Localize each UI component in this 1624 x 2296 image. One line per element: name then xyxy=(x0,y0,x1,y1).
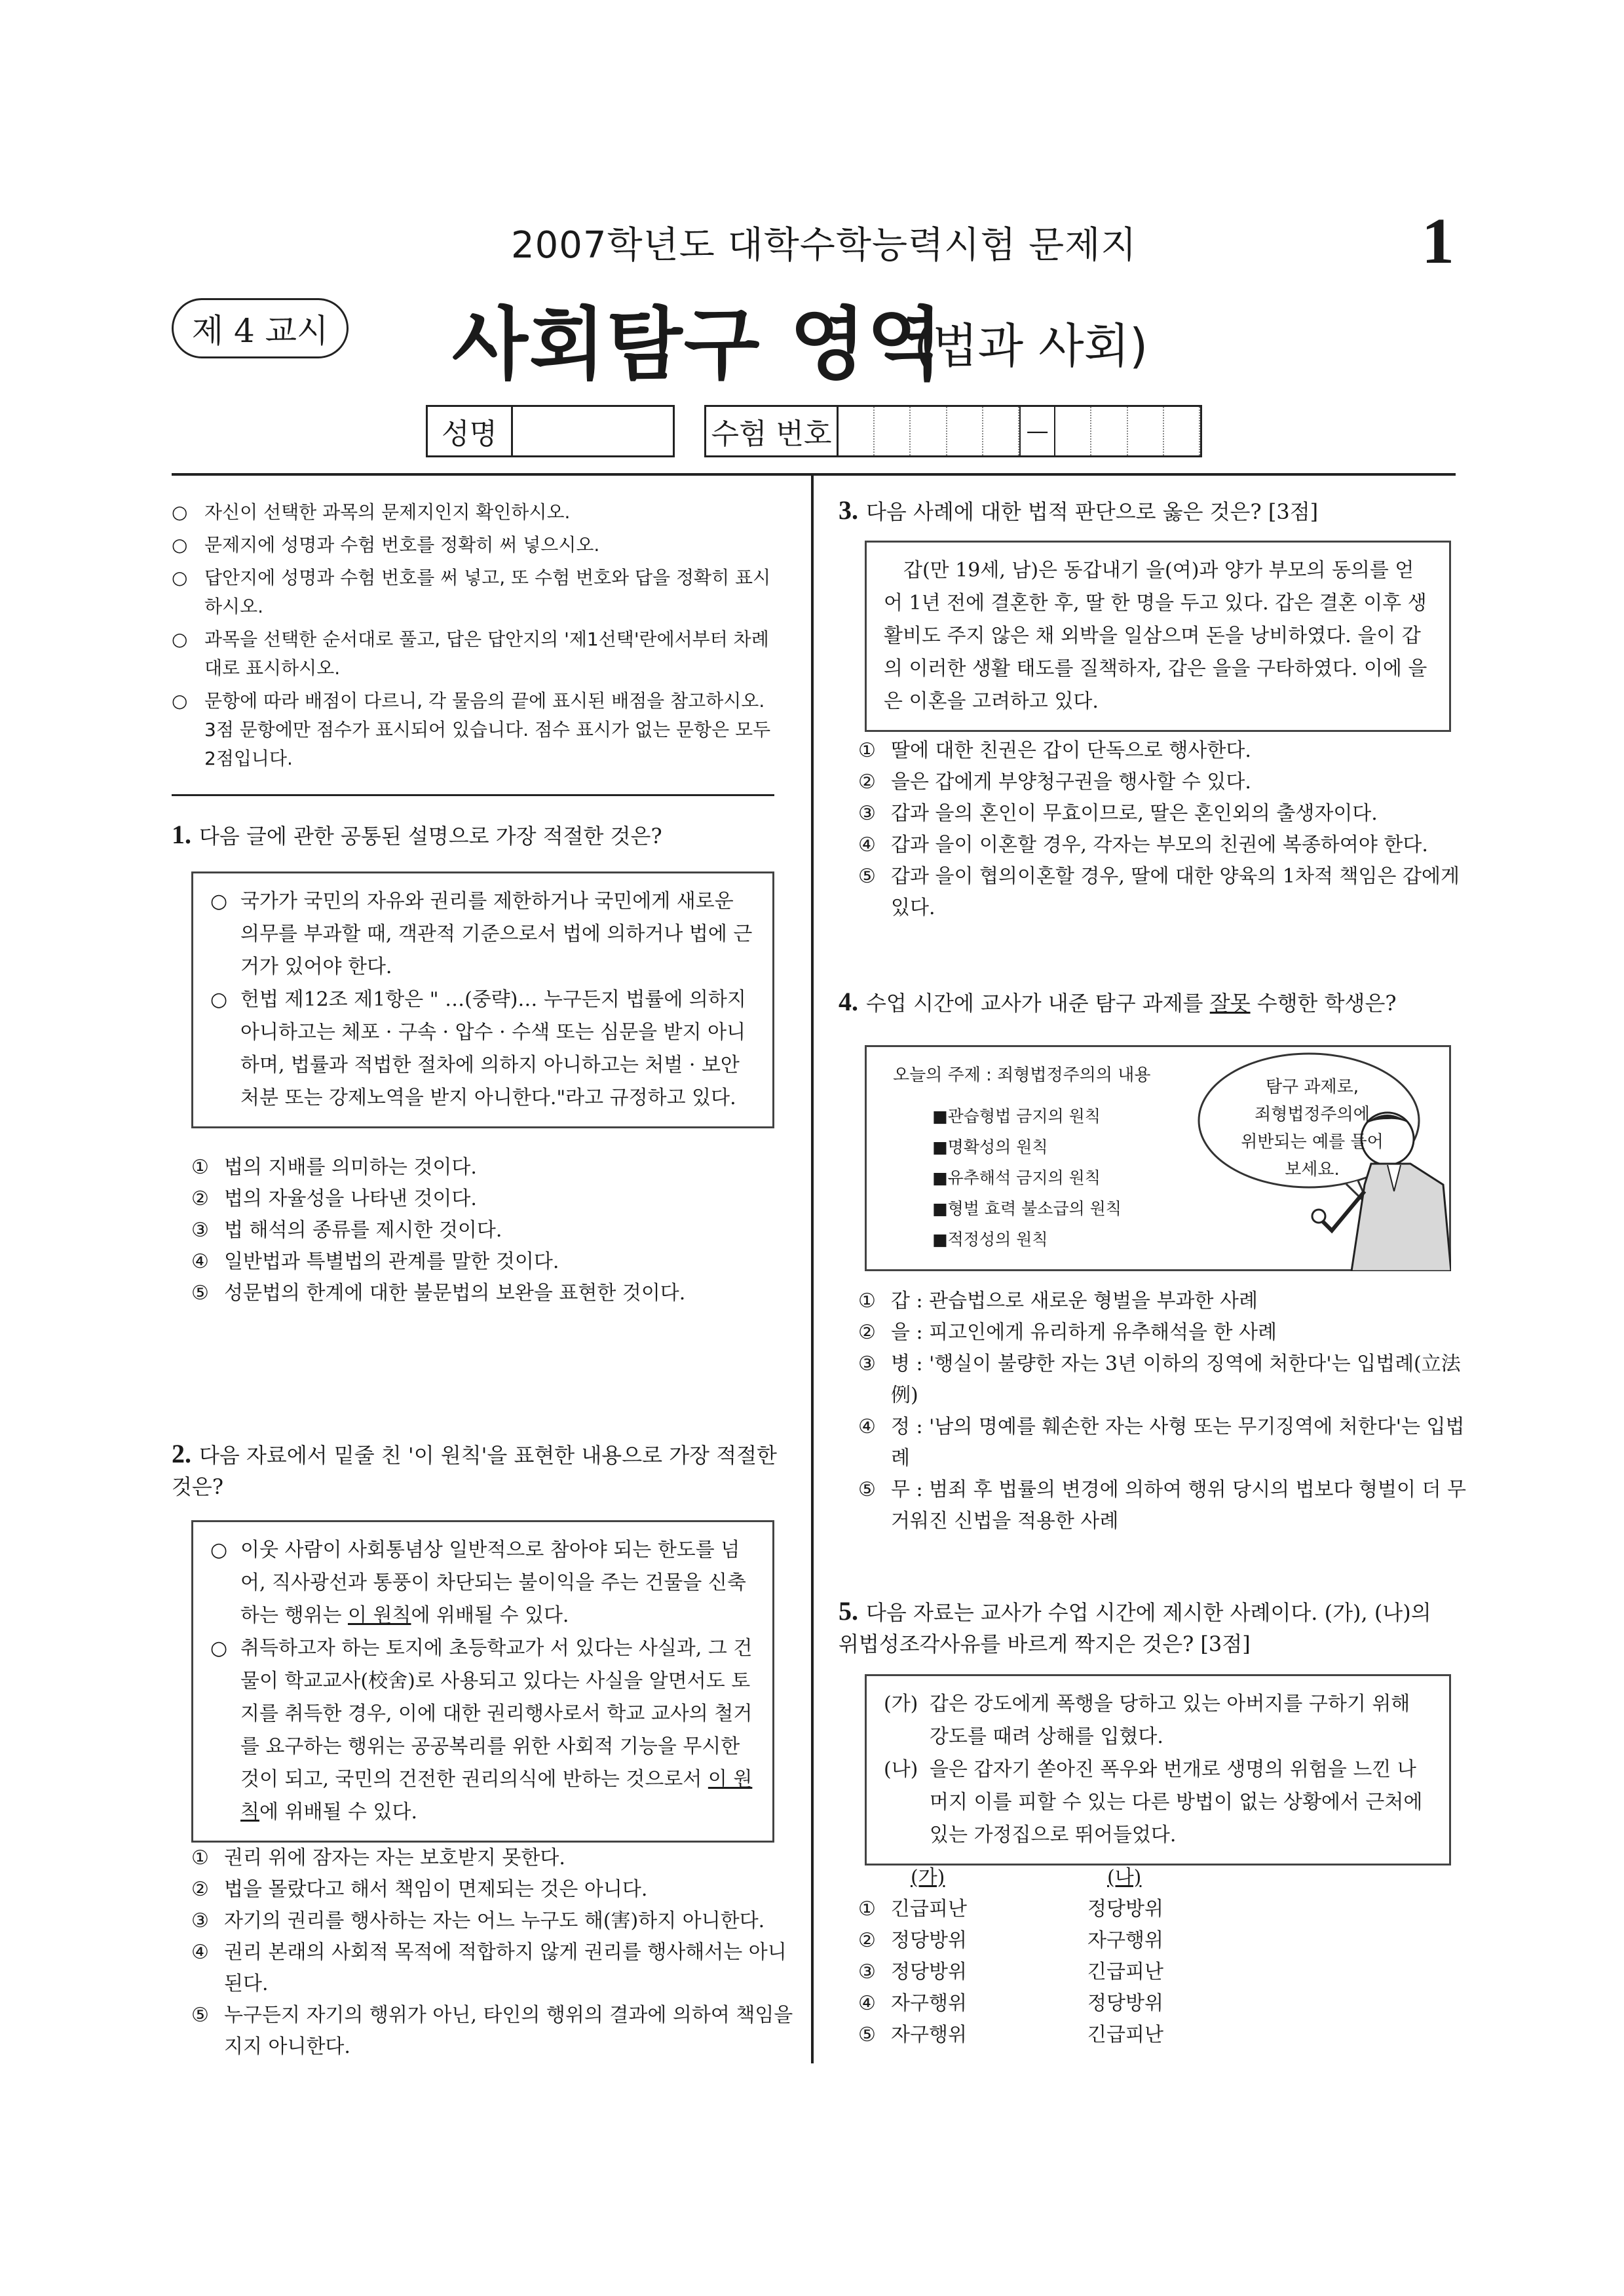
answer-option[interactable]: ⑤ 무 : 범죄 후 법률의 변경에 의하여 행위 당시의 법보다 형벌이 더 무거워진 신법을 적용한 사례 xyxy=(858,1478,1467,1533)
answer-option[interactable]: ④ 권리 본래의 사회적 목적에 적합하지 않게 권리를 행사해서는 아니된다. xyxy=(191,1941,787,1995)
number-cell[interactable] xyxy=(1128,407,1164,455)
answer-option[interactable]: ① 권리 위에 잠자는 자는 보호받지 못한다. xyxy=(191,1846,565,1869)
subject-subtitle: (법과 사회) xyxy=(914,318,1148,373)
answer-option[interactable]: ④ 갑과 을이 이혼할 경우, 각자는 부모의 친권에 복종하여야 한다. xyxy=(858,833,1428,856)
instructions xyxy=(172,498,774,777)
question-number: 1. xyxy=(172,820,191,849)
instruction-item: ○ 자신이 선택한 과목의 문제지인지 확인하시오. xyxy=(172,501,571,523)
column-divider xyxy=(811,476,814,2063)
answer-option[interactable]: ④ 정 : '남의 명예를 훼손한 자는 사형 또는 무기징역에 처한다'는 입법례 xyxy=(858,1415,1465,1470)
answer-option[interactable]: ① 긴급피난 정당방위 xyxy=(858,1898,1163,1921)
number-dash: — xyxy=(1019,407,1055,455)
answer-option[interactable]: ② 법을 몰랐다고 해서 책임이 면제되는 것은 아니다. xyxy=(191,1878,648,1901)
question-1-stem: 1. 다음 글에 관한 공통된 설명으로 가장 적절한 것은? xyxy=(172,820,662,849)
question-1-options xyxy=(191,1152,781,1309)
answer-option[interactable]: ⑤ 누구든지 자기의 행위가 아닌, 타인의 행위의 결과에 의하여 책임을 지지 아니한다. xyxy=(191,2004,793,2058)
number-cell[interactable] xyxy=(983,407,1019,455)
period-badge xyxy=(172,298,349,358)
answer-option[interactable]: ③ 병 : '행실이 불량한 자는 3년 이하의 징역에 처한다'는 입법례(立法例) xyxy=(858,1352,1461,1407)
answer-option[interactable]: ⑤ 성문법의 한계에 대한 불문법의 보완을 표현한 것이다. xyxy=(191,1282,686,1305)
answer-option[interactable]: ⑤ 자구행위 긴급피난 xyxy=(858,2023,1163,2046)
number-cell[interactable] xyxy=(911,407,947,455)
instruction-item: ○ 과목을 선택한 순서대로 풀고, 답은 답안지의 '제1선택'란에서부터 차례대로 표시하시오. xyxy=(172,628,769,679)
question-5-passage: (가) 갑은 강도에게 폭행을 당하고 있는 아버지를 구하기 위해 강도를 때려 상해를 입혔다. (나) 을은 갑자기 쏟아진 폭우와 번개로 생명의 위험을 느낀 나머지 이를 피할 수 있는 다른 방법이 없는 상황에서 근처에 있는 가정집으로 뛰어들었다. xyxy=(865,1674,1451,1866)
instruction-item: ○ 문제지에 성명과 수험 번호를 정확히 써 넣으시오. xyxy=(172,534,600,556)
answer-option[interactable]: ② 을은 갑에게 부양청구권을 행사할 수 있다. xyxy=(858,771,1251,794)
number-cell[interactable] xyxy=(1055,407,1091,455)
pair-header: (가) (나) xyxy=(911,1866,1142,1889)
question-3-passage: 갑(만 19세, 남)은 동갑내기 을(여)과 양가 부모의 동의를 얻어 1년 전에 결혼한 후, 딸 한 명을 두고 있다. 갑은 결혼 이후 생활비도 주지 않은 채 외박을 일삼으며 돈을 낭비하였다. 을이 갑의 이러한 생활 태도를 질책하자, 갑은 을을 구타하였다. 이에 을은 이혼을 고려하고 있다. xyxy=(865,541,1451,732)
answer-option[interactable]: ③ 법 해석의 종류를 제시한 것이다. xyxy=(191,1219,502,1242)
question-4-options xyxy=(858,1286,1467,1537)
speech-bubble-text: 탐구 과제로, 죄형법정주의에 위반되는 예를 들어 보세요. xyxy=(1241,1077,1384,1179)
question-number: 2. xyxy=(172,1439,191,1468)
question-2-passage: ○ 이웃 사람이 사회통념상 일반적으로 참아야 되는 한도를 넘어, 직사광선과 통풍이 차단되는 불이익을 주는 건물을 신축하는 행위는 이 원칙에 위배될 수 있다. ○ 취득하고자 하는 토지에 초등학교가 서 있다는 사실과, 그 건물이 학교교사(校舍)로 사용되고 있다는 사실을 알면서도 토지를 취득한 경우, 이에 대한 권리행사로서 학교 교사의 철거를 요구하는 행위는 공공복리를 위한 사회적 기능을 무시한 것이 되고, 국민의 건전한 권리의식에 반하는 것으로서 이 원칙에 위배될 수 있다. xyxy=(191,1520,774,1843)
principle-item: ■명확성의 원칙 xyxy=(932,1138,1048,1157)
question-1-passage: ○ 국가가 국민의 자유와 권리를 제한하거나 국민에게 새로운 의무를 부과할 때, 객관적 기준으로서 법에 의하거나 법에 근거가 있어야 한다. ○ 헌법 제12조 제1항은 " …(중략)… 누구든지 법률에 의하지 아니하고는 체포 · 구속 · 압수 · 수색 또는 심문을 받지 아니하며, 법률과 적법한 절차에 의하지 아니하고는 처벌 · 보안처분 또는 강제노역을 받지 아니한다."라고 규정하고 있다. xyxy=(191,871,774,1128)
answer-option[interactable]: ③ 정당방위 긴급피난 xyxy=(858,1961,1163,1983)
exam-number-label: 수험 번호 xyxy=(706,407,839,455)
answer-option[interactable]: ④ 자구행위 정당방위 xyxy=(858,1992,1163,2015)
answer-option[interactable]: ② 을 : 피고인에게 유리하게 유추해석을 한 사례 xyxy=(858,1321,1277,1344)
name-label: 성명 xyxy=(428,407,513,455)
answer-option[interactable]: ③ 자기의 권리를 행사하는 자는 어느 누구도 해(害)하지 아니한다. xyxy=(191,1909,765,1932)
instruction-item: ○ 답안지에 성명과 수험 번호를 써 넣고, 또 수험 번호와 답을 정확히 표시하시오. xyxy=(172,567,771,617)
answer-option[interactable]: ② 정당방위 자구행위 xyxy=(858,1929,1163,1952)
question-3-options xyxy=(858,735,1467,924)
question-number: 4. xyxy=(839,987,858,1016)
number-cell[interactable] xyxy=(947,407,983,455)
answer-option[interactable]: ③ 갑과 을의 혼인이 무효이므로, 딸은 혼인외의 출생자이다. xyxy=(858,802,1378,825)
question-4-stem: 4. 수업 시간에 교사가 내준 탐구 과제를 잘못 수행한 학생은? xyxy=(839,987,1397,1016)
question-number: 5. xyxy=(839,1596,858,1626)
principle-item: ■적정성의 원칙 xyxy=(932,1230,1048,1249)
number-cell[interactable] xyxy=(875,407,911,455)
principle-item: ■유추해석 금지의 원칙 xyxy=(932,1168,1101,1187)
number-cell[interactable] xyxy=(1164,407,1200,455)
question-5-options xyxy=(858,1862,1467,2051)
answer-option[interactable]: ① 갑 : 관습법으로 새로운 형벌을 부과한 사례 xyxy=(858,1290,1258,1312)
number-cell[interactable] xyxy=(839,407,875,455)
principle-item: ■형벌 효력 불소급의 원칙 xyxy=(932,1199,1122,1218)
number-cell[interactable] xyxy=(1091,407,1127,455)
exam-number-field[interactable] xyxy=(704,405,1202,457)
question-2-stem: 2. 다음 자료에서 밑줄 친 '이 원칙'을 표현한 내용으로 가장 적절한 것은? xyxy=(172,1439,777,1499)
question-number: 3. xyxy=(839,495,858,525)
question-2-options xyxy=(191,1843,794,2063)
answer-option[interactable]: ② 법의 자율성을 나타낸 것이다. xyxy=(191,1187,477,1210)
name-input-area[interactable] xyxy=(513,407,673,455)
subject-title: 사회탐구 영역 xyxy=(452,299,945,391)
notice-divider xyxy=(172,794,774,796)
lesson-topic: 오늘의 주제 : 죄형법정주의의 내용 xyxy=(893,1065,1151,1085)
principle-list xyxy=(932,1101,1122,1255)
answer-option[interactable]: ④ 일반법과 특별법의 관계를 말한 것이다. xyxy=(191,1250,559,1273)
question-4-figure xyxy=(865,1045,1451,1271)
question-3-stem: 3. 다음 사례에 대한 법적 판단으로 옳은 것은? [3점] xyxy=(839,495,1319,525)
answer-option[interactable]: ⑤ 갑과 을이 협의이혼할 경우, 딸에 대한 양육의 1차적 책임은 갑에게 있다. xyxy=(858,865,1460,919)
name-field[interactable] xyxy=(426,405,675,457)
instruction-item: ○ 문항에 따라 배점이 다르니, 각 물음의 끝에 표시된 배점을 참고하시오. 3점 문항에만 점수가 표시되어 있습니다. 점수 표시가 없는 문항은 모두 2점입니다. xyxy=(172,690,771,769)
answer-option[interactable]: ① 법의 지배를 의미하는 것이다. xyxy=(191,1156,477,1179)
page-number: 1 xyxy=(1422,204,1454,277)
question-5-stem: 5. 다음 자료는 교사가 수업 시간에 제시한 사례이다. (가), (나)의 위법성조각사유를 바르게 짝지은 것은? [3점] xyxy=(839,1596,1431,1656)
exam-title: 2007학년도 대학수학능력시험 문제지 xyxy=(511,224,1137,267)
principle-item: ■관습형법 금지의 원칙 xyxy=(932,1107,1101,1126)
answer-option[interactable]: ① 딸에 대한 친권은 갑이 단독으로 행사한다. xyxy=(858,739,1251,762)
period-label: 제 4 교시 xyxy=(191,312,329,350)
top-divider xyxy=(172,473,1456,476)
